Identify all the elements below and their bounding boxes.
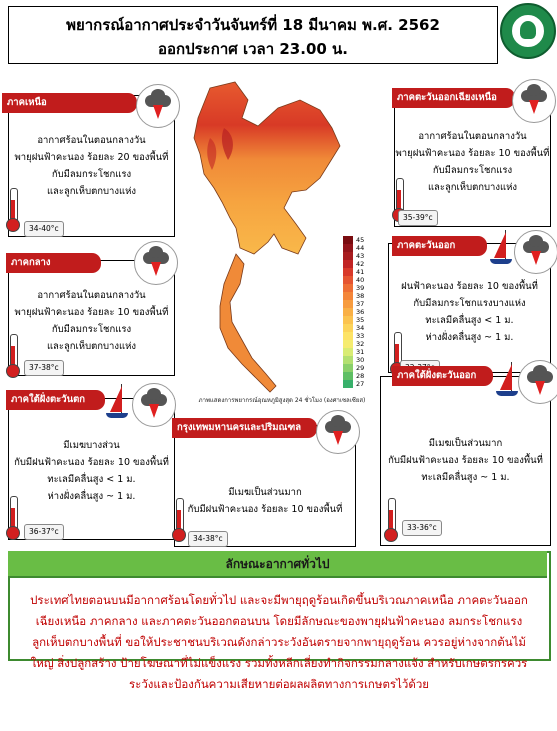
legend-swatch	[343, 308, 353, 316]
region-north-tag: ภาคเหนือ	[2, 93, 137, 113]
general-weather-title: ลักษณะอากาศทั่วไป	[225, 557, 330, 571]
general-weather-text: ประเทศไทยตอนบนมีอากาศร้อนโดยทั่วไป และจะมีพายุฤดูร้อนเกิดขึ้นบริเวณภาคเหนือ ภาคตะวันออกเฉียงเหนือ ภาคกลาง และภาคตะวันออกตอนบน โดยมีลักษณะของพายุฝนฟ้าคะนอง ลมกระโชกแรง ลูกเห็บตกบางพื้นที่ ขอให้ประชาชนบริเวณดังกล่าวระวังอันตรายจากพายุฤดูร้อน ควรอยู่ห่างจากต้นไม้ใหญ่ สิ่งปลูกสร้าง ป้ายโฆษณาที่ไม่แข็งแรง รวมทั้งหลีกเลี่ยงทำกิจกรรมกลางแจ้ง สำหรับเกษตรกรควรระวังและป้องกันความเสียหายต่อผลผลิตทางการเกษตรไว้ด้วย	[30, 593, 528, 691]
thermometer-icon	[384, 498, 398, 542]
legend-label: 40	[356, 276, 365, 284]
legend-swatch	[343, 284, 353, 292]
boat-icon	[488, 228, 514, 268]
region-northeast-tag: ภาคตะวันออกเฉียงเหนือ	[392, 88, 515, 108]
legend-label: 35	[356, 316, 365, 324]
thermometer-icon	[6, 496, 20, 540]
legend-label: 44	[356, 244, 365, 252]
legend-swatch	[343, 332, 353, 340]
region-northeast-temp: 35-39°c	[398, 210, 438, 226]
storm-icon	[132, 383, 176, 427]
legend-swatch	[343, 364, 353, 372]
boat-icon	[104, 382, 130, 422]
legend-label: 31	[356, 348, 365, 356]
legend-swatch	[343, 324, 353, 332]
legend-swatch	[343, 300, 353, 308]
legend-label: 45	[356, 236, 365, 244]
legend-swatch	[343, 316, 353, 324]
legend-label: 27	[356, 380, 365, 388]
region-central-temp: 37-38°c	[24, 360, 64, 376]
region-north-text: อากาศร้อนในตอนกลางวัน พายุฝนฟ้าคะนอง ร้อยละ 20 ของพื้นที่ กับมีลมกระโชกแรง และลูกเห็บตกบางแห่ง	[14, 135, 169, 197]
thermometer-icon	[6, 188, 20, 232]
legend-swatch	[343, 260, 353, 268]
legend-swatch	[343, 252, 353, 260]
legend-swatch	[343, 348, 353, 356]
legend-swatch	[343, 372, 353, 380]
legend-label: 37	[356, 300, 365, 308]
issue-time: ออกประกาศ เวลา 23.00 น.	[158, 40, 348, 58]
map-peninsula	[220, 254, 276, 392]
temperature-legend-bar	[343, 236, 353, 388]
map-mainland	[194, 82, 340, 254]
legend-label: 28	[356, 372, 365, 380]
legend-swatch	[343, 340, 353, 348]
storm-icon	[316, 410, 360, 454]
legend-label: 39	[356, 284, 365, 292]
region-east-text: ฝนฟ้าคะนอง ร้อยละ 10 ของพื้นที่ กับมีลมกระโชกแรงบางแห่ง ทะเลมีคลื่นสูง < 1 ม. ห่างฝั่งคลื่นสูง ~ 1 ม.	[401, 281, 538, 343]
region-southeast-temp: 33-36°c	[402, 520, 442, 536]
thailand-temperature-map	[180, 78, 360, 398]
storm-icon	[514, 230, 557, 274]
legend-label: 32	[356, 340, 365, 348]
region-southwest-tag: ภาคใต้ฝั่งตะวันตก	[6, 390, 105, 410]
region-bangkok-temp: 34-38°c	[188, 531, 228, 547]
region-southwest-temp: 36-37°c	[24, 524, 64, 540]
legend-label: 30	[356, 356, 365, 364]
legend-label: 43	[356, 252, 365, 260]
legend-label: 41	[356, 268, 365, 276]
legend-label: 34	[356, 324, 365, 332]
thermometer-icon	[6, 334, 20, 378]
legend-swatch	[343, 380, 353, 388]
legend-swatch	[343, 292, 353, 300]
map-caption: ภาพแสดงการพยากรณ์อุณหภูมิสูงสุด 24 ชั่วโมง (องศาเซลเซียส)	[198, 397, 366, 404]
legend-label: 29	[356, 364, 365, 372]
legend-swatch	[343, 356, 353, 364]
region-southeast-tag: ภาคใต้ฝั่งตะวันออก	[392, 366, 493, 386]
storm-icon	[136, 84, 180, 128]
general-weather-title-bar	[8, 551, 547, 578]
thermometer-icon	[172, 498, 186, 542]
forecast-title: พยากรณ์อากาศประจำวันจันทร์ที่ 18 มีนาคม พ.ศ. 2562	[66, 16, 440, 34]
storm-icon	[512, 79, 556, 123]
region-southwest-text: มีเมฆบางส่วน กับมีฝนฟ้าคะนอง ร้อยละ 10 ของพื้นที่ ทะเลมีคลื่นสูง < 1 ม. ห่างฝั่งคลื่นสูง ~ 1 ม.	[14, 440, 169, 502]
legend-label: 38	[356, 292, 365, 300]
region-east-tag: ภาคตะวันออก	[392, 236, 487, 256]
storm-icon	[134, 241, 178, 285]
legend-label: 42	[356, 260, 365, 268]
region-north-temp: 34-40°c	[24, 221, 64, 237]
temperature-legend-labels	[356, 236, 364, 388]
legend-label: 33	[356, 332, 365, 340]
legend-swatch	[343, 244, 353, 252]
legend-swatch	[343, 276, 353, 284]
forecast-header	[8, 6, 498, 64]
region-central-tag: ภาคกลาง	[6, 253, 101, 273]
region-bangkok-tag: กรุงเทพมหานครและปริมณฑล	[172, 418, 317, 438]
legend-label: 36	[356, 308, 365, 316]
boat-icon	[494, 360, 520, 400]
region-central-text: อากาศร้อนในตอนกลางวัน พายุฝนฟ้าคะนอง ร้อยละ 10 ของพื้นที่ กับมีลมกระโชกแรง และลูกเห็บตกบางแห่ง	[14, 290, 169, 352]
region-bangkok-text: มีเมฆเป็นส่วนมาก กับมีฝนฟ้าคะนอง ร้อยละ 10 ของพื้นที่	[187, 487, 343, 515]
region-southeast-text: มีเมฆเป็นส่วนมาก กับมีฝนฟ้าคะนอง ร้อยละ 10 ของพื้นที่ ทะเลมีคลื่นสูง ~ 1 ม.	[388, 438, 543, 483]
tmd-logo	[500, 3, 556, 59]
legend-swatch	[343, 268, 353, 276]
legend-swatch	[343, 236, 353, 244]
region-northeast-text: อากาศร้อนในตอนกลางวัน พายุฝนฟ้าคะนอง ร้อยละ 10 ของพื้นที่ กับมีลมกระโชกแรง และลูกเห็บตกบางแห่ง	[395, 131, 550, 193]
storm-icon	[518, 360, 557, 404]
